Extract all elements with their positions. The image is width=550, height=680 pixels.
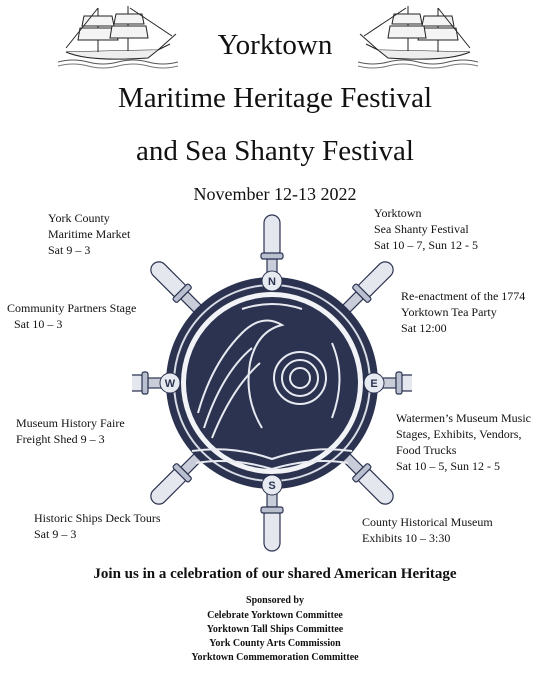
ships-wheel-icon [132, 213, 412, 553]
event-line: Museum History Faire [16, 416, 125, 430]
event-line: County Historical Museum [362, 515, 493, 529]
event-line: Historic Ships Deck Tours [34, 511, 161, 525]
event-line: Food Trucks [396, 443, 457, 457]
event-line: Exhibits 10 – 3:30 [362, 531, 451, 545]
event-historical-museum [362, 514, 493, 546]
event-history-faire [16, 415, 125, 447]
sponsor-name: Celebrate Yorktown Committee [207, 610, 343, 621]
event-tea-party [401, 288, 525, 336]
title-line-2: Maritime Heritage Festival [117, 82, 433, 114]
sponsor-heading: Sponsored by [246, 595, 304, 606]
event-line: Sat 10 – 7, Sun 12 - 5 [374, 238, 479, 252]
event-line: Sat 12:00 [401, 321, 447, 335]
event-line: Yorktown [374, 206, 422, 220]
title-line-3: and Sea Shanty Festival [136, 135, 414, 167]
event-line: Sat 9 – 3 [34, 527, 77, 541]
event-line: Sat 10 – 3 [14, 317, 63, 331]
compass-east: E [370, 378, 378, 390]
event-watermens-museum [396, 410, 531, 474]
event-maritime-market [48, 210, 130, 258]
tagline: Join us in a celebration of our shared American Heritage [93, 566, 457, 582]
event-line: Sat 9 – 3 [48, 243, 91, 257]
event-line: Yorktown Tea Party [401, 305, 497, 319]
event-line: Sat 10 – 5, Sun 12 - 5 [396, 459, 501, 473]
compass-north: N [268, 276, 276, 288]
event-line: Stages, Exhibits, Vendors, [396, 427, 522, 441]
title-line-1: Yorktown [217, 29, 333, 61]
compass-south: S [268, 480, 276, 492]
event-line: Watermen’s Museum Music [396, 411, 532, 425]
compass-west: W [164, 378, 176, 390]
sponsor-name: Yorktown Commemoration Committee [191, 652, 359, 663]
sponsor-name: Yorktown Tall Ships Committee [206, 624, 344, 635]
event-line: York County [48, 211, 110, 225]
event-line: Freight Shed 9 – 3 [16, 432, 105, 446]
event-community-stage [7, 300, 136, 332]
sponsor-name: York County Arts Commission [209, 638, 341, 649]
festival-date: November 12-13 2022 [193, 184, 357, 204]
event-deck-tours [34, 510, 161, 542]
event-line: Re-enactment of the 1774 [401, 289, 526, 303]
event-line: Sea Shanty Festival [374, 222, 469, 236]
event-line: Community Partners Stage [7, 301, 137, 315]
event-sea-shanty [374, 205, 478, 253]
event-line: Maritime Market [48, 227, 131, 241]
